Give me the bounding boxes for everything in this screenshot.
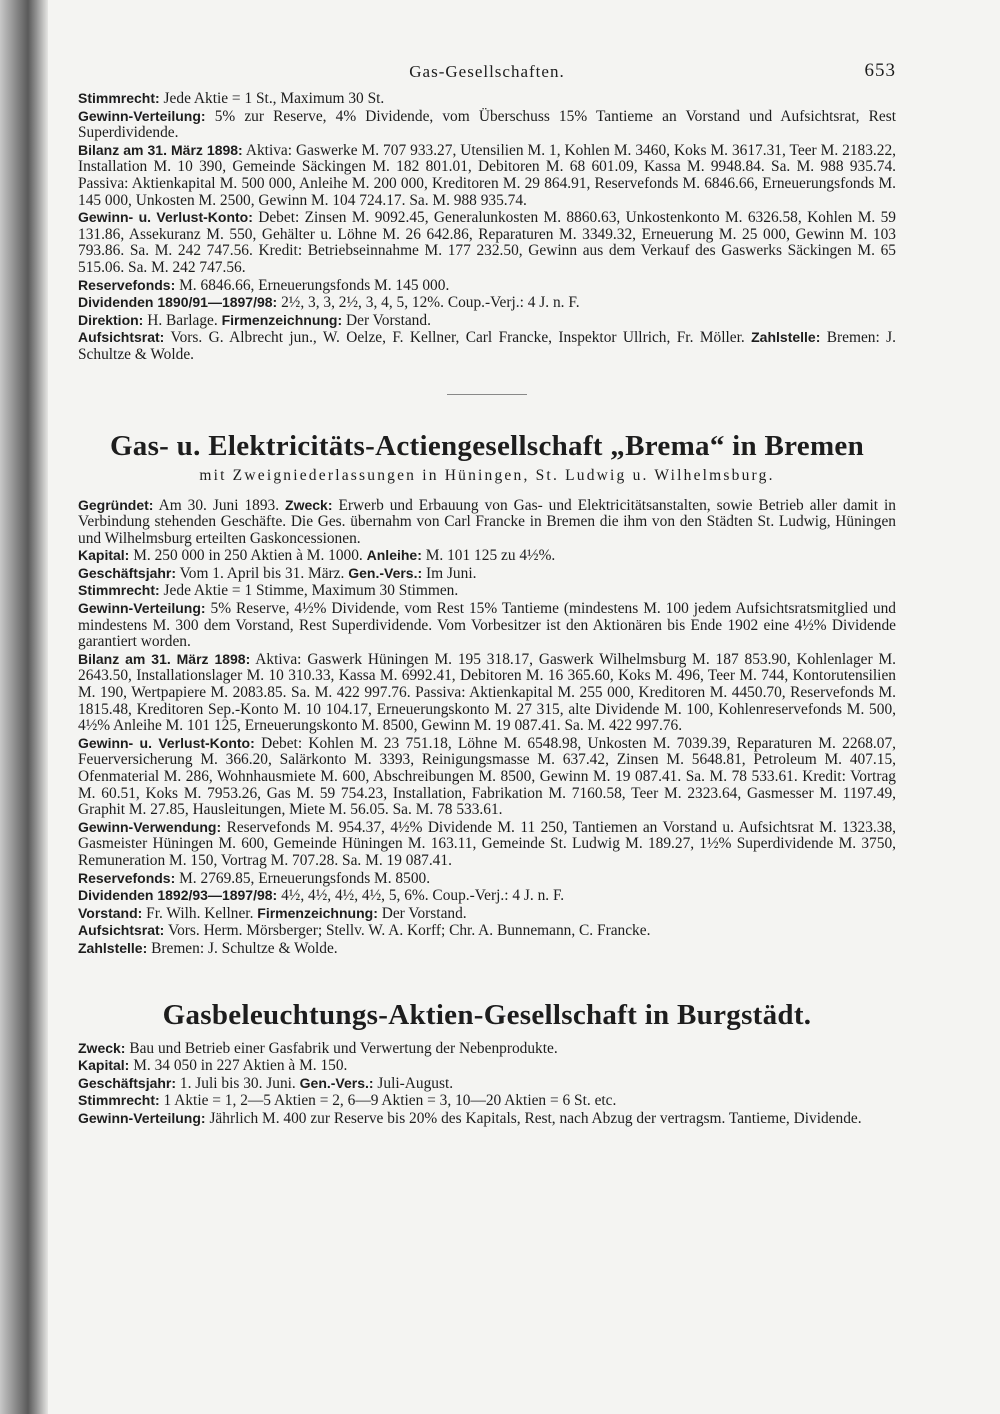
entry-dividenden: Dividenden 1892/93—1897/98: 4½, 4½, 4½, 4½, 5, 6%. Coup.-Verj.: 4 J. n. F. (78, 887, 565, 905)
section-burgstaedt (78, 1040, 896, 1128)
document-page (78, 58, 896, 1128)
entry-stimmrecht: Stimmrecht: Jede Aktie = 1 Stimme, Maximum 30 Stimmen. (78, 582, 459, 600)
entry-gewinn-verwendung: Gewinn-Verwendung: Reservefonds M. 954.37, 4½% Dividende M. 11 250, Tantiemen an Vorstand u. Aufsichtsrat M. 1323.38, Gasmeister Hüningen M. 600, Gemeinde Hüningen M. 163.11, Gemeinde St. Ludwig M. 189.27, 1½% Superdividende M. 3750, Remuneration M. 150, Vortrag M. 707.28. Sa. M. 19 087.41. (78, 818, 896, 869)
entry-gewinn-verteilung: Gewinn-Verteilung: 5% Reserve, 4½% Dividende, vom Rest 15% Tantieme (mindestens M. 100 jedem Aufsichtsratsmitglied und mindestens M. 300 dem Vorstand, Rest Superdividende. Vom Vorbesitzer ist den Aktionären bis Ende 1902 eine 4½% Dividende garantiert worden. (78, 600, 896, 651)
entry-gewinn-verlust: Gewinn- u. Verlust-Konto: Debet: Kohlen M. 23 751.18, Löhne M. 6548.98, Unkosten M. 7039.39, Reparaturen M. 2268.07, Feuerversicherung M. 366.20, Salärkonto M. 3393, Reinigungsmasse M. 637.42, Zinsen M. 5648.81, Petroleum M. 407.15, Ofenmaterial M. 286, Wohnhausmiete M. 600, Abschreibungen M. 8500, Gewinn M. 19 087.41. Sa. M. 78 533.61. Kredit: Vortrag M. 60.51, Koks M. 7953.26, Gas M. 59 754.23, Installation, Fabrikation M. 7160.58, Teer M. 2323.64, Gasmesser M. 1197.49, Graphit M. 27.85, Hausleitungen, Miete M. 56.05. Sa. M. 78 533.61. (78, 734, 896, 819)
section-continuation (78, 90, 896, 364)
entry-direktion: Direktion: H. Barlage. Firmenzeichnung: Der Vorstand. (78, 311, 431, 329)
page-number: 653 (864, 60, 896, 81)
entry-gewinn-verlust: Gewinn- u. Verlust-Konto: Debet: Zinsen M. 9092.45, Generalunkosten M. 8860.63, Unkostenkonto M. 6326.58, Kohlen M. 59 131.86, Assekuranz M. 550, Gehälter u. Löhne M. 26 642.86, Reparaturen M. 3349.32, Erneuerung M. 25 000, Gewinn M. 103 793.86. Sa. M. 242 747.56. Kredit: Betriebseinnahme M. 177 232.50, Gewinn aus dem Verkauf des Gaswerks Säckingen M. 65 515.06. Sa. M. 242 747.56. (78, 209, 896, 276)
entry-bilanz: Bilanz am 31. März 1898: Aktiva: Gaswerk Hüningen M. 195 318.17, Gaswerk Wilhelmsburg M. 187 853.90, Kohlenlager M. 2643.50, Installationslager M. 10 310.33, Kassa M. 6992.41, Debitoren M. 16 365.60, Koks M. 496, Teer M. 744, Kontorutensilien M. 190, Wertpapiere M. 2083.85. Sa. M. 422 997.76. Passiva: Aktienkapital M. 255 000, Kreditoren M. 4450.70, Reservefonds M. 1815.48, Kreditoren Sep.-Konto M. 10 104.17, Erneuerungskonto M. 27 315, alte Dividende M. 100, Kohlenreservefonds M. 500, 4½% Anleihe M. 101 125, Erneuerungskonto M. 8500, Gewinn M. 19 087.41. Sa. M. 422 997.76. (78, 650, 897, 735)
entry-dividenden: Dividenden 1890/91—1897/98: 2½, 3, 3, 2½, 3, 4, 5, 12%. Coup.-Verj.: 4 J. n. F. (78, 294, 580, 312)
entry-reservefonds: Reservefonds: M. 6846.66, Erneuerungsfonds M. 145 000. (78, 276, 450, 294)
entry-zweck: Zweck: Bau und Betrieb einer Gasfabrik und Verwertung der Nebenprodukte. (78, 1039, 558, 1057)
running-title: Gas-Gesellschaften. (409, 62, 565, 81)
entry-kapital: Kapital: M. 34 050 in 227 Aktien à M. 150. (78, 1057, 348, 1075)
entry-gewinn-verteilung: Gewinn-Verteilung: Jährlich M. 400 zur Reserve bis 20% des Kapitals, Rest, nach Abzug der vertragsm. Tantieme, Dividende. (78, 1109, 862, 1127)
entry-stimmrecht: Stimmrecht: Jede Aktie = 1 St., Maximum 30 St. (78, 90, 385, 107)
company-title-brema: Gas- u. Elektricitäts-Actiengesellschaft „Brema“ in Bremen (109, 429, 865, 462)
entry-aufsichtsrat: Aufsichtsrat: Vors. G. Albrecht jun., W. Oelze, F. Kellner, Carl Francke, Inspektor Ullrich, Fr. Möller. Zahlstelle: Bremen: J. Schultze & Wolde. (78, 329, 897, 363)
entry-reservefonds: Reservefonds: M. 2769.85, Erneuerungsfonds M. 8500. (78, 869, 431, 887)
entry-aufsichtsrat: Aufsichtsrat: Vors. Herm. Mörsberger; Stellv. W. A. Korff; Chr. A. Bunnemann, C. Francke. (78, 922, 651, 940)
entry-geschaeftsjahr: Geschäftsjahr: Vom 1. April bis 31. März. Gen.-Vers.: Im Juni. (78, 564, 477, 582)
entry-gegruendet: Gegründet: Am 30. Juni 1893. Zweck: Erwerb und Erbauung von Gas- und Elektricitätsanstalten, sowie Betrieb aller damit in Verbindung stehenden Geschäfte. Die Ges. übernahm von Carl Francke in Bremen die ihm von den Städten St. Ludwig, Hüningen und Wilhelmsburg erteilten Gaskoncessionen. (78, 496, 896, 547)
company-subtitle-brema: mit Zweigniederlassungen in Hüningen, St. Ludwig u. Wilhelmsburg. (199, 466, 775, 484)
section-brema (78, 497, 896, 958)
company-title-burgstaedt: Gasbeleuchtungs-Aktien-Gesellschaft in Burgstädt. (162, 998, 812, 1031)
entry-geschaeftsjahr: Geschäftsjahr: 1. Juli bis 30. Juni. Gen.-Vers.: Juli-August. (78, 1074, 454, 1092)
entry-stimmrecht: Stimmrecht: 1 Aktie = 1, 2—5 Aktien = 2, 6—9 Aktien = 3, 10—20 Aktien = 6 St. etc. (78, 1092, 617, 1110)
entry-gewinn-verteilung: Gewinn-Verteilung: 5% zur Reserve, 4% Dividende, vom Überschuss 15% Tantieme an Vorstand und Aufsichtsrat, Rest Superdividende. (78, 107, 896, 142)
entry-zahlstelle: Zahlstelle: Bremen: J. Schultze & Wolde. (78, 939, 338, 957)
entry-kapital: Kapital: M. 250 000 in 250 Aktien à M. 1000. Anleihe: M. 101 125 zu 4½%. (78, 547, 556, 565)
running-header (78, 58, 896, 90)
entry-vorstand: Vorstand: Fr. Wilh. Kellner. Firmenzeichnung: Der Vorstand. (78, 904, 467, 922)
book-spine-shadow (0, 0, 48, 1414)
entry-bilanz: Bilanz am 31. März 1898: Aktiva: Gaswerke M. 707 933.27, Utensilien M. 1, Kohlen M. 3460, Koks M. 3617.31, Teer M. 2183.22, Installation M. 10 390, Gemeinde Säckingen M. 182 801.01, Debitoren M. 68 601.09, Kassa M. 9948.84. Sa. M. 988 935.74. Passiva: Aktienkapital M. 500 000, Anleihe M. 200 000, Kreditoren M. 29 864.91, Reservefonds M. 6846.66, Erneuerungsfonds M. 145 000, Unkosten M. 2500, Gewinn M. 104 724.17. Sa. M. 988 935.74. (78, 141, 897, 209)
section-divider (447, 394, 527, 395)
spacer (78, 958, 896, 998)
